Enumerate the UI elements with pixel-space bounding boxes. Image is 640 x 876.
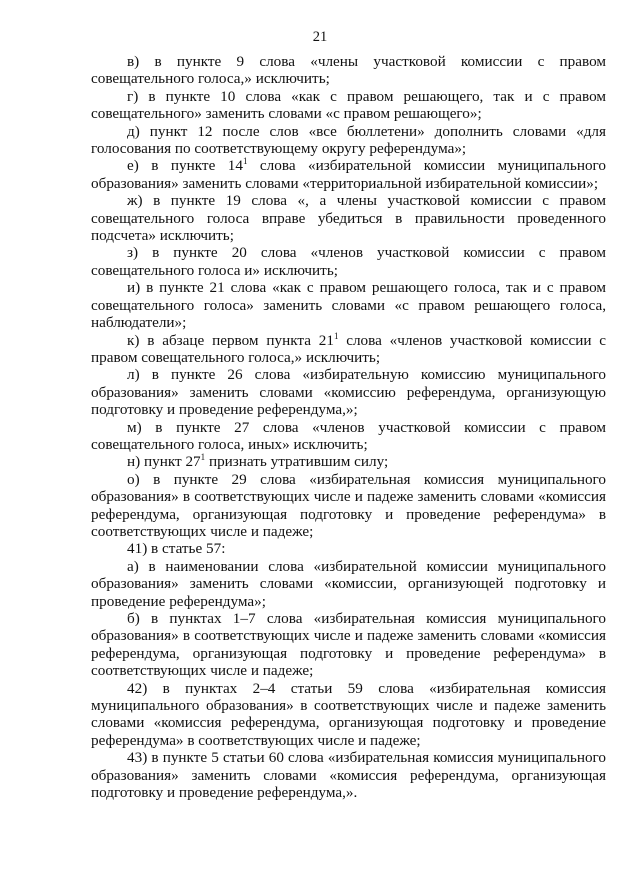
- amendment-paragraph: о) в пункте 29 слова «избирательная комиссия муниципального образования» в соответствующих числе и падеже заменить словами «комиссия референдума, организующая подготовку и проведение референдума» в соответствующих числе и падеже;: [91, 470, 606, 540]
- amendment-paragraph: в) в пункте 9 слова «члены участковой комиссии с правом совещательного голоса,» исключить;: [91, 53, 606, 88]
- superscript-index: 1: [333, 330, 339, 341]
- amendment-paragraph: г) в пункте 10 слова «как с правом решающего, так и с правом совещательного» заменить словами «с правом решающего»;: [91, 87, 606, 123]
- amendment-paragraph: к) в абзаце первом пункта $21^1$ слова «членов участковой комиссии с правом совещательного голоса,» исключить;: [91, 330, 606, 366]
- amendment-paragraph: м) в пункте 27 слова «членов участковой комиссии с правом совещательного голоса, иных» исключить;: [91, 418, 606, 453]
- amendment-paragraph: 41) в статье 57:: [127, 540, 226, 558]
- page-number: 21: [312, 29, 328, 45]
- amendment-paragraph: б) в пунктах 1–7 слова «избирательная комиссия муниципального образования» в соответствующих числе и падеже заменить словами «комиссия референдума, организующая подготовку и проведение референдума» в соответствующих числе и падеже;: [91, 610, 606, 680]
- amendment-paragraph: н) пункт $27^1$ признать утратившим силу;: [127, 452, 389, 471]
- amendment-paragraph: л) в пункте 26 слова «избирательную комиссию муниципального образования» заменить словами «комиссию референдума, организующую подготовку и проведение референдума,»;: [91, 366, 606, 419]
- amendment-paragraph: д) пункт 12 после слов «все бюллетени» дополнить словами «для голосования по соответствующему округу референдума»;: [91, 122, 606, 158]
- amendment-paragraph: а) в наименовании слова «избирательной комиссии муниципального образования» заменить словами «комиссии, организующей подготовку и проведение референдума»;: [91, 557, 606, 610]
- amendment-paragraph: з) в пункте 20 слова «членов участковой комиссии с правом совещательного голоса и» исключить;: [91, 244, 606, 279]
- amendment-paragraph: 43) в пункте 5 статьи 60 слова «избирательная комиссия муниципального образования» заменить словами «комиссия референдума, организующая подготовку и проведение референдума,».: [91, 749, 606, 802]
- document-body: [91, 53, 606, 801]
- amendment-paragraph: е) в пункте $14^1$ слова «избирательной комиссии муниципального образования» заменить словами «территориальной избирательной комиссии»;: [91, 156, 606, 192]
- superscript-index: 1: [200, 452, 206, 463]
- amendment-paragraph: и) в пункте 21 слова «как с правом решающего голоса, так и с правом совещательного голоса» заменить словами «с правом решающего голоса, наблюдатели»;: [91, 279, 606, 332]
- amendment-paragraph: ж) в пункте 19 слова «, а члены участковой комиссии с правом совещательного голоса вправе убедиться в правильности проведенного подсчета» исключить;: [91, 192, 606, 245]
- superscript-index: 1: [242, 156, 248, 167]
- amendment-paragraph: 42) в пунктах 2–4 статьи 59 слова «избирательная комиссия муниципального образования» в соответствующих числе и падеже заменить словами «комиссия референдума, организующая подготовку и проведение референдума» в соответствующих числе и падеже;: [91, 679, 606, 749]
